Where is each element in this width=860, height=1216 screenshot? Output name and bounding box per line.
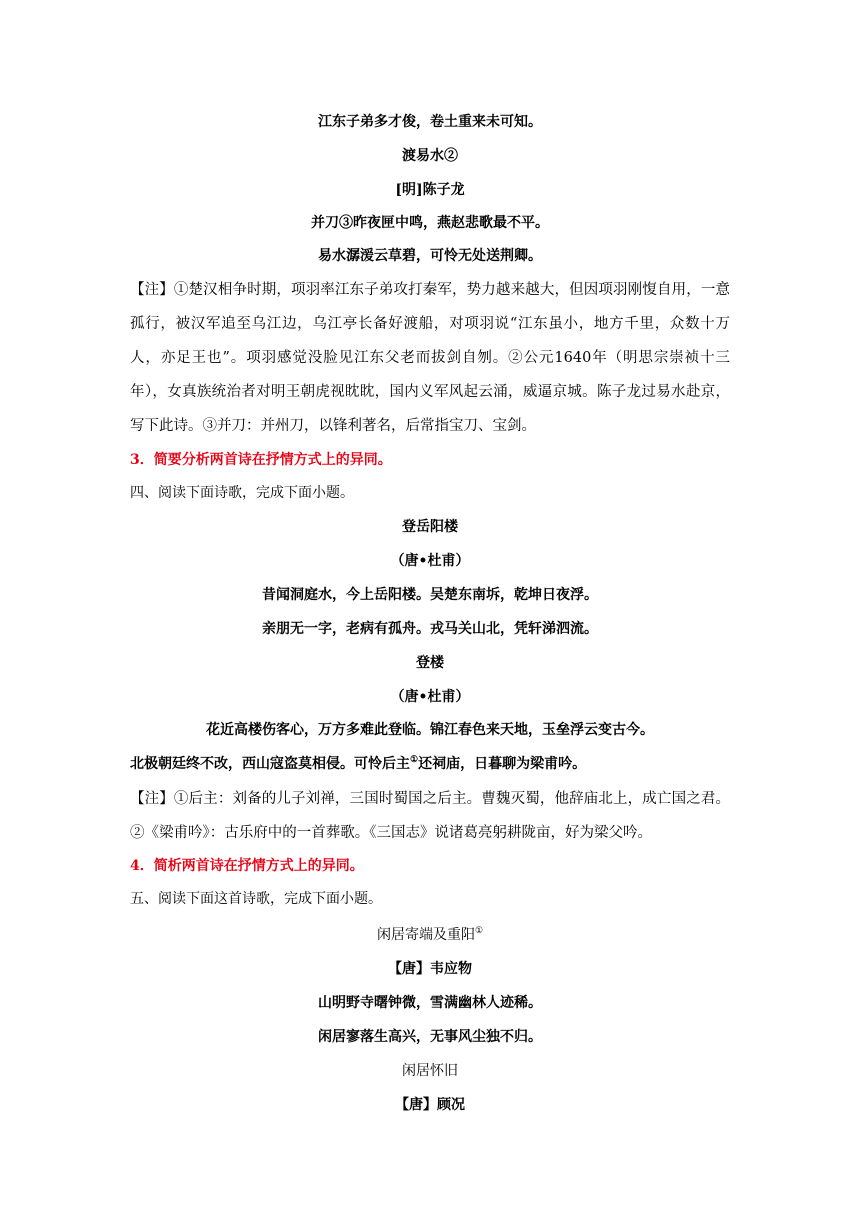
poem-title-text: 闲居寄端及重阳: [376, 927, 475, 943]
poem-line: [130, 754, 730, 774]
question-4: 4．简析两首诗在抒情方式上的异同。: [130, 858, 364, 874]
poem-title: 闲居怀旧: [402, 1063, 458, 1079]
poem-author: （唐•杜甫）: [390, 553, 470, 569]
section-heading: 四、阅读下面诗歌，完成下面小题。: [130, 485, 354, 501]
poem-line-part: 北极朝廷终不改，西山寇盗莫相侵。可怜后主: [130, 756, 410, 772]
poem-line: 花近高楼伤客心，万方多难此登临。锦江春色来天地，玉垒浮云变古今。: [206, 722, 654, 738]
poem-author: 【唐】韦应物: [388, 961, 472, 977]
poem-author: 【唐】顾况: [395, 1097, 465, 1113]
poem-title: [0, 925, 860, 945]
footnote-marker: ①: [410, 755, 419, 765]
annotation-note: 【注】①楚汉相争时期，项羽率江东子弟攻打秦军，势力越来越大，但因项羽刚愎自用，一意孤行，被汉军追至乌江边，乌江亭长备好渡船，对项羽说“江东虽小，地方千里，众数十万人，亦足王也”。项羽感觉没脸见江东父老而拔剑自刎。②公元1640年（明思宗崇祯十三年），女真族统治者对明王朝虎视眈眈，国内义军风起云涌，威逼京城。陈子龙过易水赴京，写下此诗。③并刀：并州刀，以锋利著名，后常指宝刀、宝剑。: [130, 282, 730, 434]
poem-title: 登岳阳楼: [402, 519, 458, 535]
poem-title: 渡易水②: [402, 148, 458, 164]
poem-line: 昔闻洞庭水，今上岳阳楼。吴楚东南坼，乾坤日夜浮。: [262, 587, 598, 603]
poem-line: 山明野寺曙钟微，雪满幽林人迹稀。: [318, 995, 542, 1011]
poem-line: 易水潺湲云草碧，可怜无处送荆卿。: [318, 248, 542, 264]
poem-title: 登楼: [416, 655, 444, 671]
annotation-note: 【注】①后主：刘备的儿子刘禅，三国时蜀国之后主。曹魏灭蜀，他辞庙北上，成亡国之君。②《梁甫吟》：古乐府中的一首葬歌。《三国志》说诸葛亮躬耕陇亩，好为梁父吟。: [130, 791, 730, 841]
poem-author: （唐•杜甫）: [390, 689, 470, 705]
section-heading: 五、阅读下面这首诗歌，完成下面小题。: [130, 891, 382, 907]
question-3: 3．简要分析两首诗在抒情方式上的异同。: [130, 452, 392, 468]
poem-author: [明]陈子龙: [395, 182, 465, 198]
poem-line: 闲居寥落生高兴，无事风尘独不归。: [318, 1029, 542, 1045]
footnote-marker: ①: [474, 926, 484, 936]
poem-line: 江东子弟多才俊，卷土重来未可知。: [318, 114, 542, 130]
poem-line-part: 还祠庙，日暮聊为梁甫吟。: [418, 756, 587, 772]
poem-line: 亲朋无一字，老病有孤舟。戎马关山北，凭轩涕泗流。: [262, 621, 598, 637]
poem-line: 并刀③昨夜匣中鸣，燕赵悲歌最不平。: [311, 215, 549, 231]
